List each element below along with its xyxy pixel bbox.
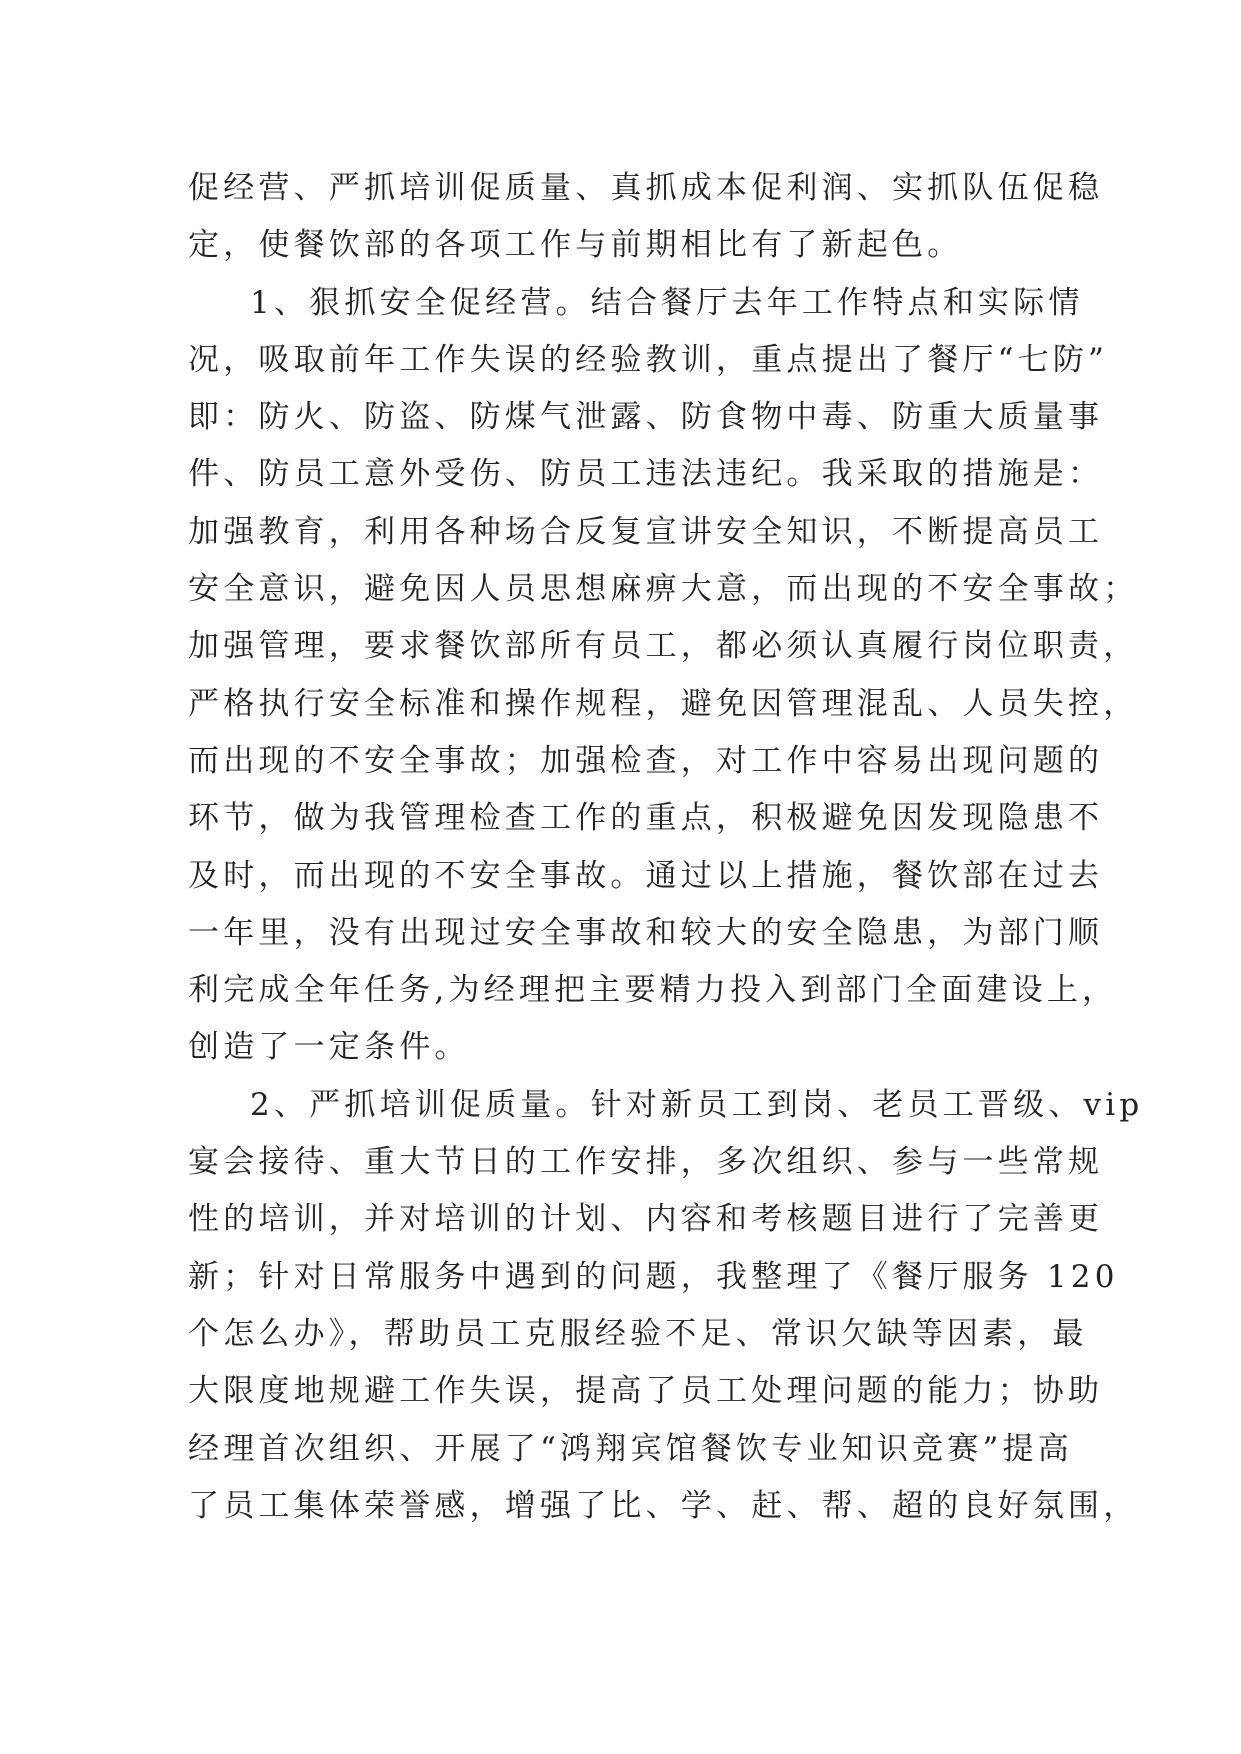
text-line: 件、防员工意外受伤、防员工违法违纪。我采取的措施是： <box>188 456 1104 493</box>
text-line: 个怎么办》，帮助员工克服经验不足、常识欠缺等因素，最 <box>188 1315 1088 1352</box>
text-line: 况，吸取前年工作失误的经验教训，重点提出了餐厅“七防” <box>188 341 1109 378</box>
text-line: 环节，做为我管理检查工作的重点，积极避免因发现隐患不 <box>188 800 1104 837</box>
text-line: 宴会接待、重大节日的工作安排，多次组织、参与一些常规 <box>188 1144 1104 1181</box>
text-line: 而出现的不安全事故；加强检查，对工作中容易出现问题的 <box>188 742 1104 779</box>
text-line: 加强管理，要求餐饮部所有员工，都必须认真履行岗位职责， <box>188 628 1139 665</box>
section-1-first-line: 1、狠抓安全促经营。结合餐厅去年工作特点和实际情 <box>250 284 1084 321</box>
text-line: 新；针对日常服务中遇到的问题，我整理了《餐厅服务 120 <box>188 1258 1119 1295</box>
text-line: 及时，而出现的不安全事故。通过以上措施，餐饮部在过去 <box>188 857 1104 894</box>
text-line: 定，使餐饮部的各项工作与前期相比有了新起色。 <box>188 227 963 264</box>
text-line: 性的培训，并对培训的计划、内容和考核题目进行了完善更 <box>188 1201 1104 1238</box>
text-line: 经理首次组织、开展了“鸿翔宾馆餐饮专业知识竞赛”提高 <box>188 1430 1073 1467</box>
text-line: 大限度地规避工作失误，提高了员工处理问题的能力；协助 <box>188 1373 1104 1410</box>
text-line: 促经营、严抓培训促质量、真抓成本促利润、实抓队伍促稳 <box>188 170 1104 206</box>
text-line: 安全意识，避免因人员思想麻痹大意，而出现的不安全事故； <box>188 571 1139 608</box>
text-line: 加强教育，利用各种场合反复宣讲安全知识，不断提高员工 <box>188 513 1104 550</box>
document-body <box>188 160 1144 1535</box>
text-line: 严格执行安全标准和操作规程，避免因管理混乱、人员失控， <box>188 685 1139 722</box>
text-line: 了员工集体荣誉感，增强了比、学、赶、帮、超的良好氛围， <box>188 1487 1139 1524</box>
text-line: 一年里，没有出现过安全事故和较大的安全隐患，为部门顺 <box>188 914 1104 951</box>
section-2-first-line: 2、严抓培训促质量。针对新员工到岗、老员工晋级、vip <box>250 1086 1144 1123</box>
text-line: 利完成全年任务,为经理把主要精力投入到部门全面建设上， <box>188 972 1118 1009</box>
text-line: 即：防火、防盗、防煤气泄露、防食物中毒、防重大质量事 <box>188 399 1104 436</box>
text-line: 创造了一定条件。 <box>188 1029 470 1066</box>
